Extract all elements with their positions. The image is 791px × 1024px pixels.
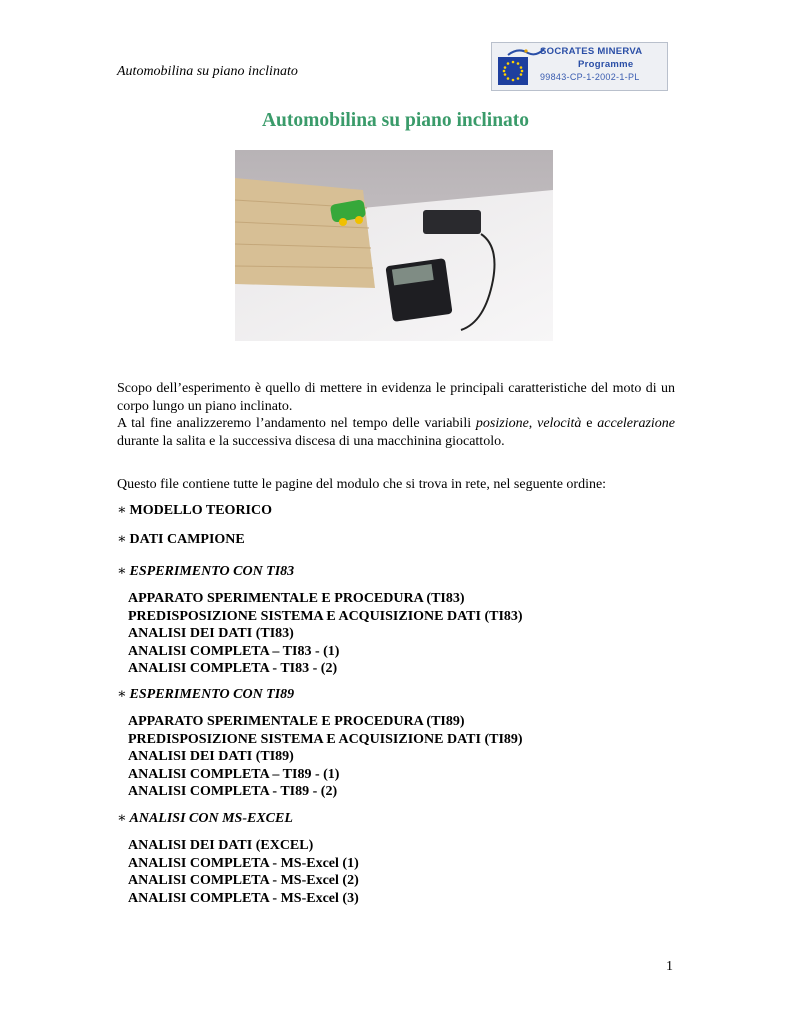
section-esperimento-ti89 (117, 686, 294, 703)
section-label: ESPERIMENTO CON TI83 (129, 564, 295, 579)
bullet-icon: ∗ (117, 564, 127, 579)
list-item: ANALISI COMPLETA – TI83 - (1) (128, 643, 340, 659)
bullet-icon: ∗ (117, 811, 127, 826)
section-esperimento-ti83 (117, 563, 294, 580)
socrates-minerva-logo (491, 42, 668, 91)
list-item: ANALISI COMPLETA - MS-Excel (2) (128, 873, 359, 888)
list-item: ANALISI COMPLETA - MS-Excel (1) (128, 855, 359, 871)
list-item: ANALISI DEI DATI (TI89) (128, 749, 294, 764)
section-modello-teorico (117, 502, 272, 519)
list-item: ANALISI COMPLETA - TI83 - (2) (128, 661, 338, 676)
section-label: MODELLO TEORICO (129, 503, 273, 518)
var-velocita: velocità (537, 416, 582, 431)
contents-intro: Questo file contiene tutte le pagine del modulo che si trova in rete, nel seguente ordine: (117, 477, 607, 492)
ti89-items (128, 713, 523, 801)
page-number: 1 (666, 959, 673, 974)
list-item: ANALISI DEI DATI (TI83) (128, 626, 294, 641)
var-accelerazione: accelerazione (597, 416, 676, 431)
ti83-items (128, 590, 523, 678)
intro-paragraph-1: Scopo dell’esperimento è quello di mettere in evidenza le principali caratteristiche del moto di un corpo lungo un piano inclinato. (117, 381, 675, 414)
logo-line-1: SOCRATES MINERVA (540, 46, 643, 57)
intro-paragraph-2 (117, 415, 675, 450)
bullet-icon: ∗ (117, 687, 127, 702)
eu-flag-icon (498, 57, 528, 85)
list-item: ANALISI COMPLETA - MS-Excel (3) (128, 890, 359, 906)
intro-p2-and: e (581, 416, 598, 431)
list-item: ANALISI DEI DATI (EXCEL) (128, 838, 314, 853)
list-item: ANALISI COMPLETA - TI89 - (2) (128, 784, 338, 799)
running-header: Automobilina su piano inclinato (117, 64, 298, 79)
list-item: ANALISI COMPLETA – TI89 - (1) (128, 766, 340, 782)
section-dati-campione (117, 531, 245, 548)
excel-items (128, 837, 359, 907)
logo-line-3: 99843-CP-1-2002-1-PL (540, 72, 640, 82)
section-label: ANALISI CON MS-EXCEL (129, 811, 293, 826)
experiment-photo (235, 150, 553, 341)
page-title: Automobilina su piano inclinato (261, 110, 530, 131)
var-posizione: posizione (475, 416, 529, 431)
intro-p2-before: A tal fine analizzeremo l’andamento nel tempo delle variabili (117, 416, 476, 431)
section-label: DATI CAMPIONE (129, 532, 245, 547)
intro-p2-after: durante la salita e la successiva discesa di una macchinina giocattolo. (117, 433, 505, 449)
list-item: PREDISPOSIZIONE SISTEMA E ACQUISIZIONE DATI (TI83) (128, 608, 523, 624)
section-analisi-excel (117, 810, 293, 827)
bullet-icon: ∗ (117, 532, 127, 547)
intro-p2-sep: , (528, 416, 538, 431)
list-item: APPARATO SPERIMENTALE E PROCEDURA (TI83) (128, 591, 465, 606)
section-label: ESPERIMENTO CON TI89 (129, 687, 295, 702)
list-item: APPARATO SPERIMENTALE E PROCEDURA (TI89) (128, 714, 465, 729)
bullet-icon: ∗ (117, 503, 127, 518)
logo-line-2: Programme (578, 59, 634, 70)
list-item: PREDISPOSIZIONE SISTEMA E ACQUISIZIONE DATI (TI89) (128, 731, 523, 747)
